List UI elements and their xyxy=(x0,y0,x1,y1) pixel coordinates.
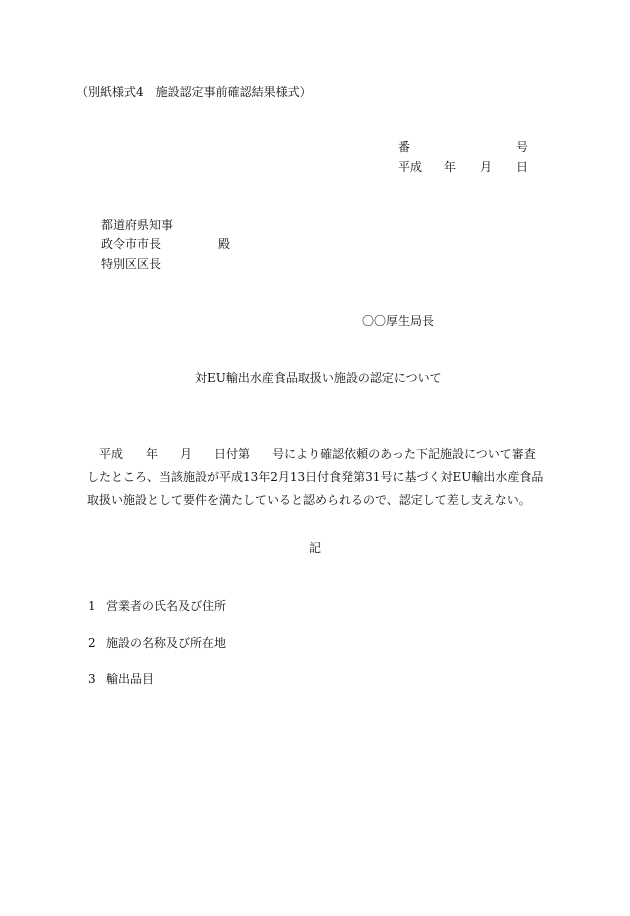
date-era: 平成 xyxy=(398,160,423,174)
number-prefix: 番 xyxy=(398,140,411,154)
item-label: 営業者の氏名及び住所 xyxy=(106,599,227,613)
sender: 〇〇厚生局長 xyxy=(362,314,435,328)
item-number: 1 xyxy=(88,599,96,613)
subject-title: 対EU輸出水産食品取扱い施設の認定について xyxy=(195,371,442,385)
body-day-ref: 日付第 xyxy=(214,447,251,461)
form-label: （別紙様式4 施設認定事前確認結果様式） xyxy=(76,85,312,99)
list-item xyxy=(88,670,154,687)
item-label: 輸出品目 xyxy=(106,672,155,686)
date-day: 日 xyxy=(516,160,529,174)
date-month: 月 xyxy=(480,160,493,174)
addressee-city-mayor: 政令市市長 xyxy=(101,237,162,251)
body-era: 平成 xyxy=(99,447,124,461)
addressee-governor: 都道府県知事 xyxy=(101,218,174,232)
item-number: 3 xyxy=(88,672,96,686)
ki-heading: 記 xyxy=(309,541,322,555)
body-text: 号により確認依頼のあった下記施設について審査したところ、当該施設が平成13年2月13日付食発第31号に基づく対EU輸出水産食品取扱い施設として要件を満たしていると認められるので、認定して差し支えない。 xyxy=(87,447,544,507)
date-year: 年 xyxy=(444,160,457,174)
body-month: 月 xyxy=(180,447,193,461)
item-number: 2 xyxy=(88,636,96,650)
addressee-ward-head: 特別区区長 xyxy=(101,257,162,271)
item-label: 施設の名称及び所在地 xyxy=(106,636,227,650)
body-year: 年 xyxy=(146,447,159,461)
list-item xyxy=(88,634,226,651)
body-paragraph xyxy=(87,443,547,512)
number-suffix: 号 xyxy=(516,140,529,154)
list-item xyxy=(88,597,226,614)
addressee-honorific: 殿 xyxy=(218,237,231,251)
